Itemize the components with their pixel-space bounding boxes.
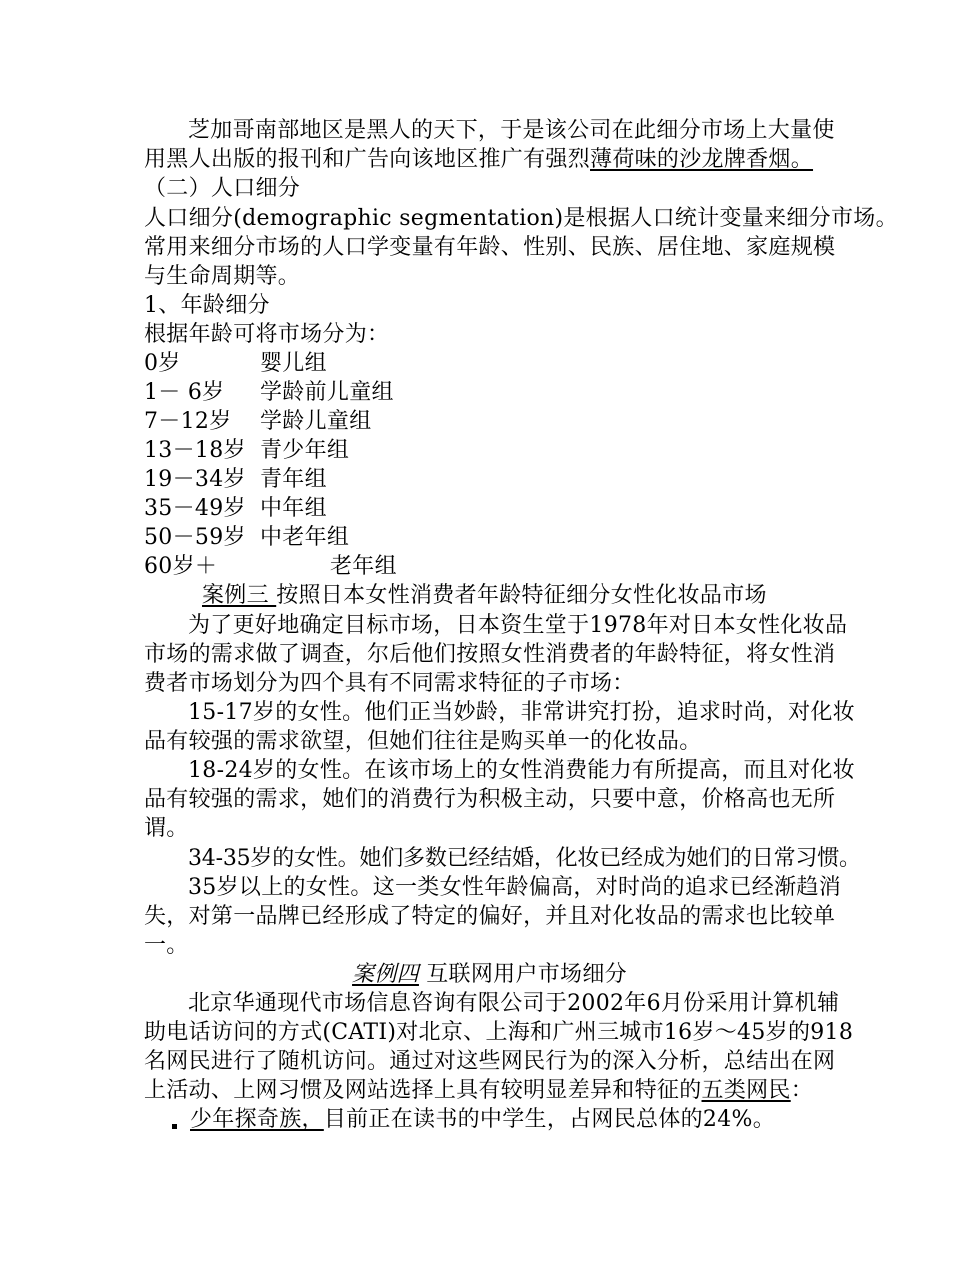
- paragraph-line: 品有较强的需求，她们的消费行为积极主动，只要中意，价格高也无所: [144, 787, 836, 812]
- text-span: 上活动、上网习惯及网站选择上具有较明显差异和特征的: [144, 1078, 702, 1103]
- age-group-name: 中老年组: [260, 525, 350, 550]
- text-span: 用黑人出版的报刊和广告向该地区推广有强烈: [144, 147, 591, 172]
- case-title: [202, 581, 767, 610]
- age-range: 50－59岁: [144, 525, 246, 550]
- paragraph-line: 市场的需求做了调查，尔后他们按照女性消费者的年龄特征，将女性消: [144, 642, 836, 667]
- paragraph-line: 15-17岁的女性。他们正当妙龄，非常讲究打扮，追求时尚，对化妆: [188, 700, 856, 725]
- paragraph-line: 为了更好地确定目标市场，日本资生堂于1978年对日本女性化妆品: [188, 613, 848, 638]
- paragraph-line: 助电话访问的方式(CATI)对北京、上海和广州三城市16岁～45岁的918: [144, 1020, 854, 1045]
- case-label: 案例四: [352, 962, 419, 987]
- age-group-name: 老年组: [330, 554, 397, 579]
- paragraph-line: [144, 1076, 813, 1105]
- paragraph-line: 35岁以上的女性。这一类女性年龄偏高，对时尚的追求已经渐趋消: [188, 875, 841, 900]
- paragraph-line: [144, 145, 813, 174]
- age-group-row: [144, 349, 327, 378]
- paragraph-line: 常用来细分市场的人口学变量有年龄、性别、民族、居住地、家庭规模: [144, 235, 836, 260]
- paragraph-line: 芝加哥南部地区是黑人的天下，于是该公司在此细分市场上大量使: [188, 118, 835, 143]
- paragraph-line: 失，对第一品牌已经形成了特定的偏好，并且对化妆品的需求也比较单: [144, 904, 836, 929]
- paragraph-line: 费者市场划分为四个具有不同需求特征的子市场：: [144, 671, 635, 696]
- age-group-row: [144, 465, 327, 494]
- case-title-text: 按照日本女性消费者年龄特征细分女性化妆品市场: [276, 583, 767, 608]
- age-group-row: [144, 378, 394, 407]
- age-group-name: 婴儿组: [260, 351, 327, 376]
- text-span: ：: [790, 1078, 814, 1103]
- age-group-row: [144, 552, 397, 581]
- age-range: 60岁＋: [144, 554, 218, 579]
- paragraph-line: 北京华通现代市场信息咨询有限公司于2002年6月份采用计算机辅: [188, 991, 840, 1016]
- age-group-row: [144, 494, 327, 523]
- case-label: 案例三: [202, 583, 277, 608]
- age-group-name: 青少年组: [260, 438, 350, 463]
- age-range: 7－12岁: [144, 409, 232, 434]
- age-group-name: 学龄儿童组: [260, 409, 372, 434]
- paragraph-line: 谓。: [144, 816, 189, 841]
- paragraph-line: 品有较强的需求欲望，但她们往往是购买单一的化妆品。: [144, 729, 702, 754]
- age-range: 0岁: [144, 351, 181, 376]
- paragraph-line: 名网民进行了随机访问。通过对这些网民行为的深入分析，总结出在网: [144, 1049, 836, 1074]
- age-range: 35－49岁: [144, 496, 246, 521]
- age-group-row: [144, 523, 350, 552]
- age-range: 13－18岁: [144, 438, 246, 463]
- bullet-icon: [172, 1124, 177, 1129]
- paragraph-line: 与生命周期等。: [144, 264, 301, 289]
- age-group-name: 青年组: [260, 467, 327, 492]
- case-title: [0, 960, 979, 989]
- underlined-text: 薄荷味的沙龙牌香烟。: [590, 147, 814, 172]
- paragraph-line: 根据年龄可将市场分为：: [144, 322, 390, 347]
- paragraph-line: 一。: [144, 933, 189, 958]
- subsection-heading: 1、年龄细分: [144, 293, 270, 318]
- age-group-name: 学龄前儿童组: [260, 380, 394, 405]
- paragraph-line: 18-24岁的女性。在该市场上的女性消费能力有所提高，而且对化妆: [188, 758, 856, 783]
- case-title-text: 互联网用户市场细分: [418, 962, 627, 987]
- paragraph-line: 人口细分(demographic segmentation)是根据人口统计变量来细分市场。: [144, 206, 898, 231]
- section-heading: （二）人口细分: [144, 176, 301, 201]
- age-group-name: 中年组: [260, 496, 327, 521]
- underlined-text: 少年探奇族，: [190, 1107, 324, 1132]
- paragraph-line: 34-35岁的女性。她们多数已经结婚，化妆已经成为她们的日常习惯。: [188, 846, 861, 871]
- list-item: [190, 1105, 775, 1134]
- age-range: 1－ 6岁: [144, 380, 225, 405]
- age-group-row: [144, 407, 372, 436]
- underlined-text: 五类网民: [701, 1078, 791, 1103]
- age-group-row: [144, 436, 350, 465]
- text-span: 目前正在读书的中学生，占网民总体的24%。: [323, 1107, 776, 1132]
- age-range: 19－34岁: [144, 467, 246, 492]
